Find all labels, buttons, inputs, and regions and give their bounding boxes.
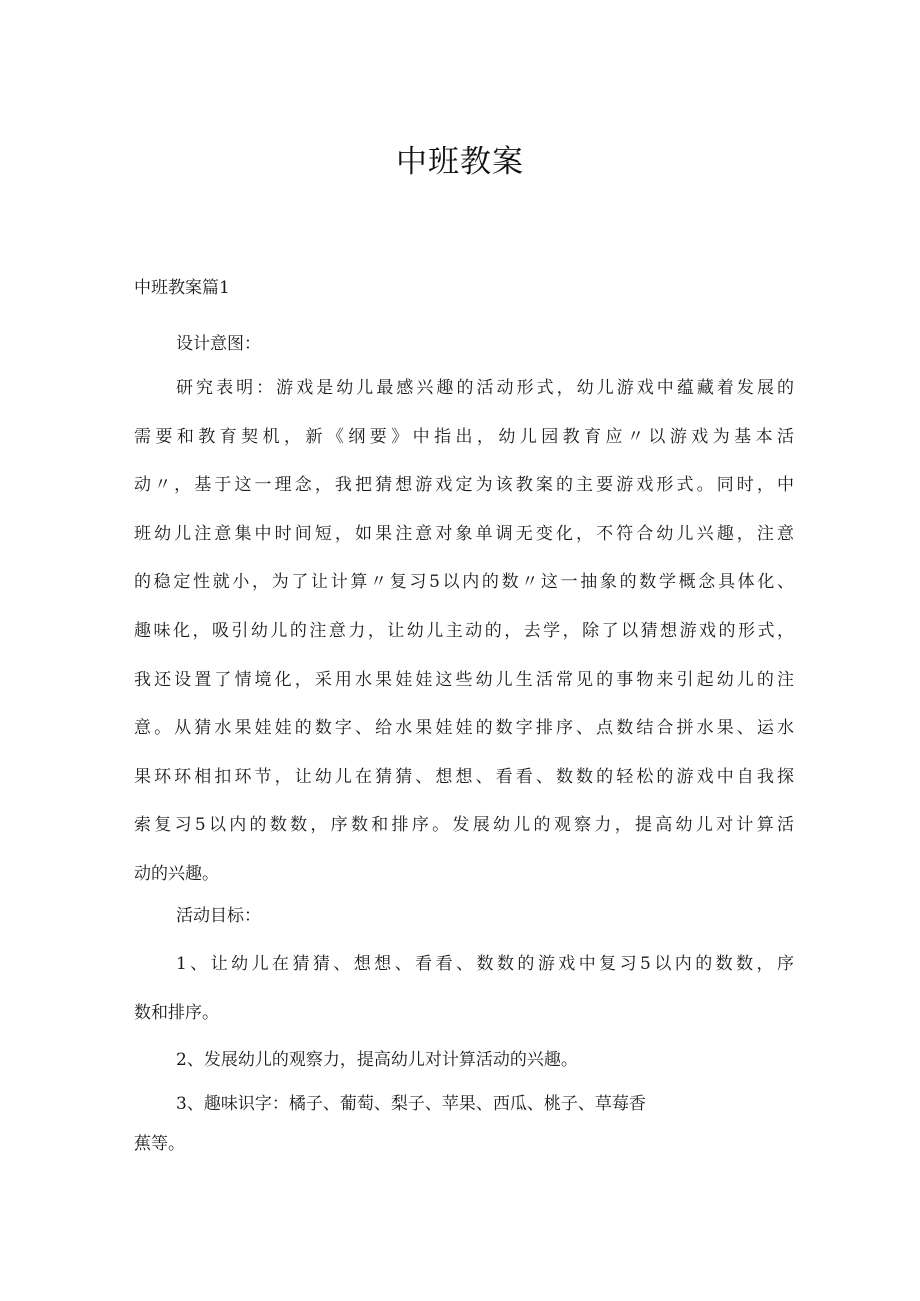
paragraph-line: 班幼儿注意集中时间短，如果注意对象单调无变化，不符合幼儿兴趣，注意 bbox=[134, 523, 794, 544]
research-paragraph bbox=[134, 364, 794, 899]
paragraph-line: 我还设置了情境化，采用水果娃娃这些幼儿生活常见的事物来引起幼儿的注 bbox=[134, 669, 794, 690]
paragraph-line: 索复习5以内的数数，序数和排序。发展幼儿的观察力，提高幼儿对计算活 bbox=[134, 815, 794, 836]
paragraph-line: 趣味化，吸引幼儿的注意力，让幼儿主动的，去学，除了以猜想游戏的形式， bbox=[134, 620, 794, 641]
goal-item-3 bbox=[134, 1084, 754, 1164]
page-title: 中班教案 bbox=[396, 144, 524, 180]
goal-item-1 bbox=[134, 940, 794, 1037]
paragraph-line: 数和排序。 bbox=[134, 1002, 219, 1023]
paragraph-line: 果环环相扣环节，让幼儿在猜猜、想想、看看、数数的轻松的游戏中自我探 bbox=[134, 766, 794, 787]
paragraph-line: 研究表明：游戏是幼儿最感兴趣的活动形式，幼儿游戏中蕴藏着发展的 bbox=[176, 378, 794, 398]
section-heading: 中班教案篇1 bbox=[134, 278, 230, 298]
paragraph-line: 3、趣味识字：橘子、葡萄、梨子、苹果、西瓜、桃子、草莓香 bbox=[176, 1094, 646, 1114]
goal-item-2: 2、发展幼儿的观察力，提高幼儿对计算活动的兴趣。 bbox=[176, 1050, 578, 1070]
paragraph-line: 需要和教育契机，新《纲要》中指出，幼儿园教育应〃以游戏为基本活 bbox=[134, 426, 794, 447]
paragraph-line: 动〃，基于这一理念，我把猜想游戏定为该教案的主要游戏形式。同时，中 bbox=[134, 475, 794, 496]
design-intent-label: 设计意图： bbox=[176, 334, 261, 354]
paragraph-line: 的稳定性就小，为了让计算〃复习5以内的数〃这一抽象的数学概念具体化、 bbox=[134, 572, 794, 593]
paragraph-line: 意。从猜水果娃娃的数字、给水果娃娃的数字排序、点数结合拼水果、运水 bbox=[134, 718, 794, 739]
activity-goals-label: 活动目标： bbox=[176, 906, 261, 926]
paragraph-line: 1、让幼儿在猜猜、想想、看看、数数的游戏中复习5以内的数数，序 bbox=[176, 954, 794, 974]
paragraph-line: 动的兴趣。 bbox=[134, 863, 219, 884]
paragraph-line: 蕉等。 bbox=[134, 1134, 185, 1154]
